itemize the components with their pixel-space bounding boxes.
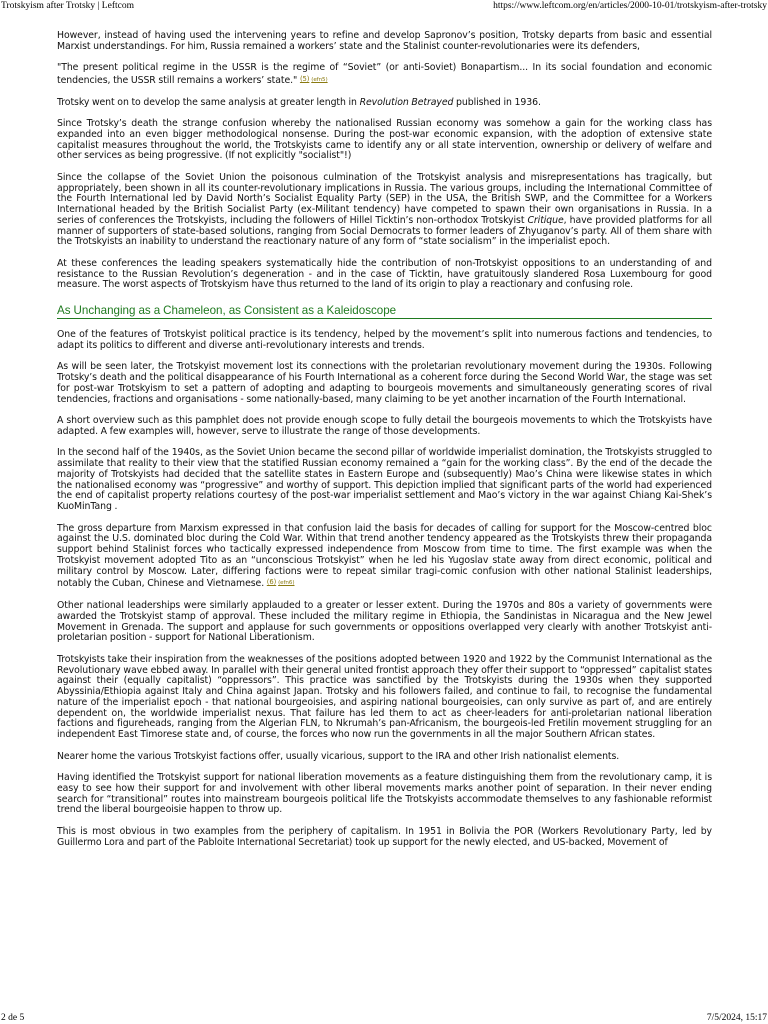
paragraph: In the second half of the 1940s, as the Soviet Union became the second pillar of worldwide imperialist domination, the Trotskyists struggled to assimilate that reality to their view that the statified Russian economy remained a “gain for the working class”. By the end of the decade the majority of Trotskyists had decided that the satellite states in Eastern Europe and (subsequently) Mao’s China were likewise states in which the nationalised economy was “progressive” and worthy of support. This depiction implied that significant parts of the world had experienced the end of capitalist property relations courtesy of the post-war imperialist settlement and Mao’s victory in the war against Chiang Kai-Shek’s KuoMinTang .	[57, 447, 712, 513]
paragraph: This is most obvious in two examples from the periphery of capitalism. In 1951 in Bolivia the POR (Workers Revolutionary Party, led by Guillermo Lora and part of the Pabloite International Secretariat) took up support for the newly elected, and US-backed, Movement of	[57, 825, 712, 848]
paragraph: As will be seen later, the Trotskyist movement lost its connections with the proletarian revolutionary movement during the 1930s. Following Trotsky’s death and the political disappearance of his Fourth International as a coherent force during the Second World War, the stage was set for post-war Trotskyism to set a pattern of adopting and adapting to bourgeois movements and simultaneously generating scores of rival tendencies, fractions and organisations - some nationally-based, many claiming to be yet another incarnation of the Fourth International.	[57, 361, 712, 405]
text-run: , have provided platforms for all manner of supporters of state-based solutions, ranging from Social Democrats to former leaders of Zhyuganov’s party. All of them share with the Trotskyists an inability to understand the reactionary nature of any form of “state socialism” in the imperialist epoch.	[57, 214, 712, 248]
paragraph: However, instead of having used the intervening years to refine and develop Sapronov’s position, Trotsky departs from basic and essential Marxist understandings. For him, Russia remained a workers’ state and the Stalinist counter-revolutionaries were its defenders,	[57, 30, 712, 52]
footnote-anchor[interactable]: (efn5)	[311, 77, 328, 84]
journal-title: Critique	[527, 214, 564, 226]
footnote-link[interactable]: (6)	[266, 578, 277, 587]
paragraph-quote	[57, 63, 712, 87]
text-run: published in 1936.	[453, 96, 541, 108]
print-footer	[1, 1013, 767, 1023]
book-title: Revolution Betrayed	[359, 96, 454, 108]
page-number: 2 de 5	[1, 1013, 25, 1023]
paragraph	[57, 524, 712, 591]
footnote-anchor[interactable]: (efn6)	[278, 580, 295, 587]
paragraph: Since Trotsky’s death the strange confusion whereby the nationalised Russian economy was somehow a gain for the working class has expanded into an even bigger methodological nonsense. During the post-war economic expansion, with the adoption of extensive state capitalist measures throughout the world, the Trotskyists came to identify any or all state intervention, ownership or delivery of welfare and other services as being progressive. (If not explicitly "socialist"!)	[57, 118, 712, 162]
page-url: https://www.leftcom.org/en/articles/2000-10-01/trotskyism-after-trotsky	[493, 1, 767, 11]
paragraph: Trotskyists take their inspiration from the weaknesses of the positions adopted between 1920 and 1922 by the Communist International as the Revolutionary wave ebbed away. In parallel with their general united frontist approach they offer their support to “oppressed” capitalist states against their (equally capitalist) “oppressors”. This practice was sanctified by the Trotskyists during the 1930s when they supported Abyssinia/Ethiopia against Italy and China against Japan. Trotsky and his followers failed, and continue to fail, to recognise the fundamental nature of the imperialist epoch - that national bourgeoisies, and aspiring national bourgeoisies, can only survive as part of, and are entirely dependent on, the worldwide imperialist nexus. That failure has led them to act as cheer-leaders for anti-proletarian national liberation factions and figureheads, ranging from the Algerian FLN, to Nkrumah’s pan-Africanism, the bourgeois-led Fretilin movement struggling for an independent East Timorese state and, of course, the forces who now run the governments in all the major Southern African states.	[57, 653, 712, 741]
paragraph	[57, 173, 712, 248]
quote-text: "The present political regime in the USSR is the regime of “Soviet” (or anti-Soviet) Bonapartism... In its social foundation and economic tendencies, the USSR still remains a workers’ state."	[57, 62, 712, 87]
page-title: Trotskyism after Trotsky | Leftcom	[1, 1, 134, 11]
paragraph: Having identified the Trotskyist support for national liberation movements as a feature distinguishing them from the revolutionary camp, it is easy to see how their support for and involvement with other liberal movements marks another point of separation. In their never ending search for “transitional” routes into mainstream bourgeois political life the Trotskyists accommodate themselves to any fashionable reformist trend the liberal bourgeoisie happen to throw up.	[57, 772, 712, 816]
text-run: Trotsky went on to develop the same analysis at greater length in	[57, 96, 360, 108]
footnote-link[interactable]: (5)	[299, 75, 310, 84]
paragraph	[57, 98, 712, 109]
print-header	[1, 1, 767, 11]
paragraph: Other national leaderships were similarly applauded to a greater or lesser extent. During the 1970s and 80s a variety of governments were awarded the Trotskyist stamp of approval. These included the military regime in Ethiopia, the Sandinistas in Nicaragua and the New Jewel Movement in Grenada. The support and applause for such governments or oppositions overlapped very clearly with another Trotskyist anti-proletarian position - support for National Liberationism.	[57, 600, 712, 644]
text-run: The gross departure from Marxism expressed in that confusion laid the basis for decades of calling for support for the Moscow-centred bloc against the U.S. dominated bloc during the Cold War. Within that trend another tendency appeared as the Trotskyists threw their propaganda support behind Stalinist forces who tactically expressed independence from Moscow from time to time. The first example was when the Trotskyist movement adopted Tito as an “unconscious Trotskyist” when he led his Yugoslav state away from direct economic, political and military control by Moscow. Later, differing factions were to repeat similar tragi-comic confusion with other national Stalinist leaderships, notably the Cuban, Chinese and Vietnamese.	[57, 522, 712, 590]
paragraph: A short overview such as this pamphlet does not provide enough scope to fully detail the bourgeois movements to which the Trotskyists have adapted. A few examples will, however, serve to illustrate the range of those developments.	[57, 415, 712, 437]
section-heading: As Unchanging as a Chameleon, as Consistent as a Kaleidoscope	[57, 302, 712, 319]
text-run: Since the collapse of the Soviet Union the poisonous culmination of the Trotskyist analysis and misrepresentations has tragically, but appropriately, been shown in all its counter-revolutionary implications in Russia. The various groups, including the International Committee of the Fourth International led by David North’s Socialist Equality Party (SEP) in the USA, the British SWP, and the Committee for a Workers International headed by the British Socialist Party (ex-Militant tendency) have competed to spawn their own organisations in Russia. In a series of conferences the Trotskyists, including the followers of Hillel Ticktin’s non-orthodox Trotskyist	[57, 171, 712, 226]
paragraph: One of the features of Trotskyist political practice is its tendency, helped by the movement’s split into numerous factions and tendencies, to adapt its politics to different and diverse anti-revolutionary interests and trends.	[57, 329, 712, 351]
article-body	[57, 31, 712, 859]
paragraph: At these conferences the leading speakers systematically hide the contribution of non-Trotskyist oppositions to an understanding of and resistance to the Russian Revolution’s degeneration - and in the case of Ticktin, have gratuitously slandered Rosa Luxembourg for good measure. The worst aspects of Trotskyism have thus returned to the land of its origin to play a reactionary and confusing role.	[57, 257, 712, 291]
paragraph: Nearer home the various Trotskyist factions offer, usually vicarious, support to the IRA and other Irish nationalist elements.	[57, 750, 620, 762]
print-datetime: 7/5/2024, 15:17	[706, 1013, 767, 1023]
